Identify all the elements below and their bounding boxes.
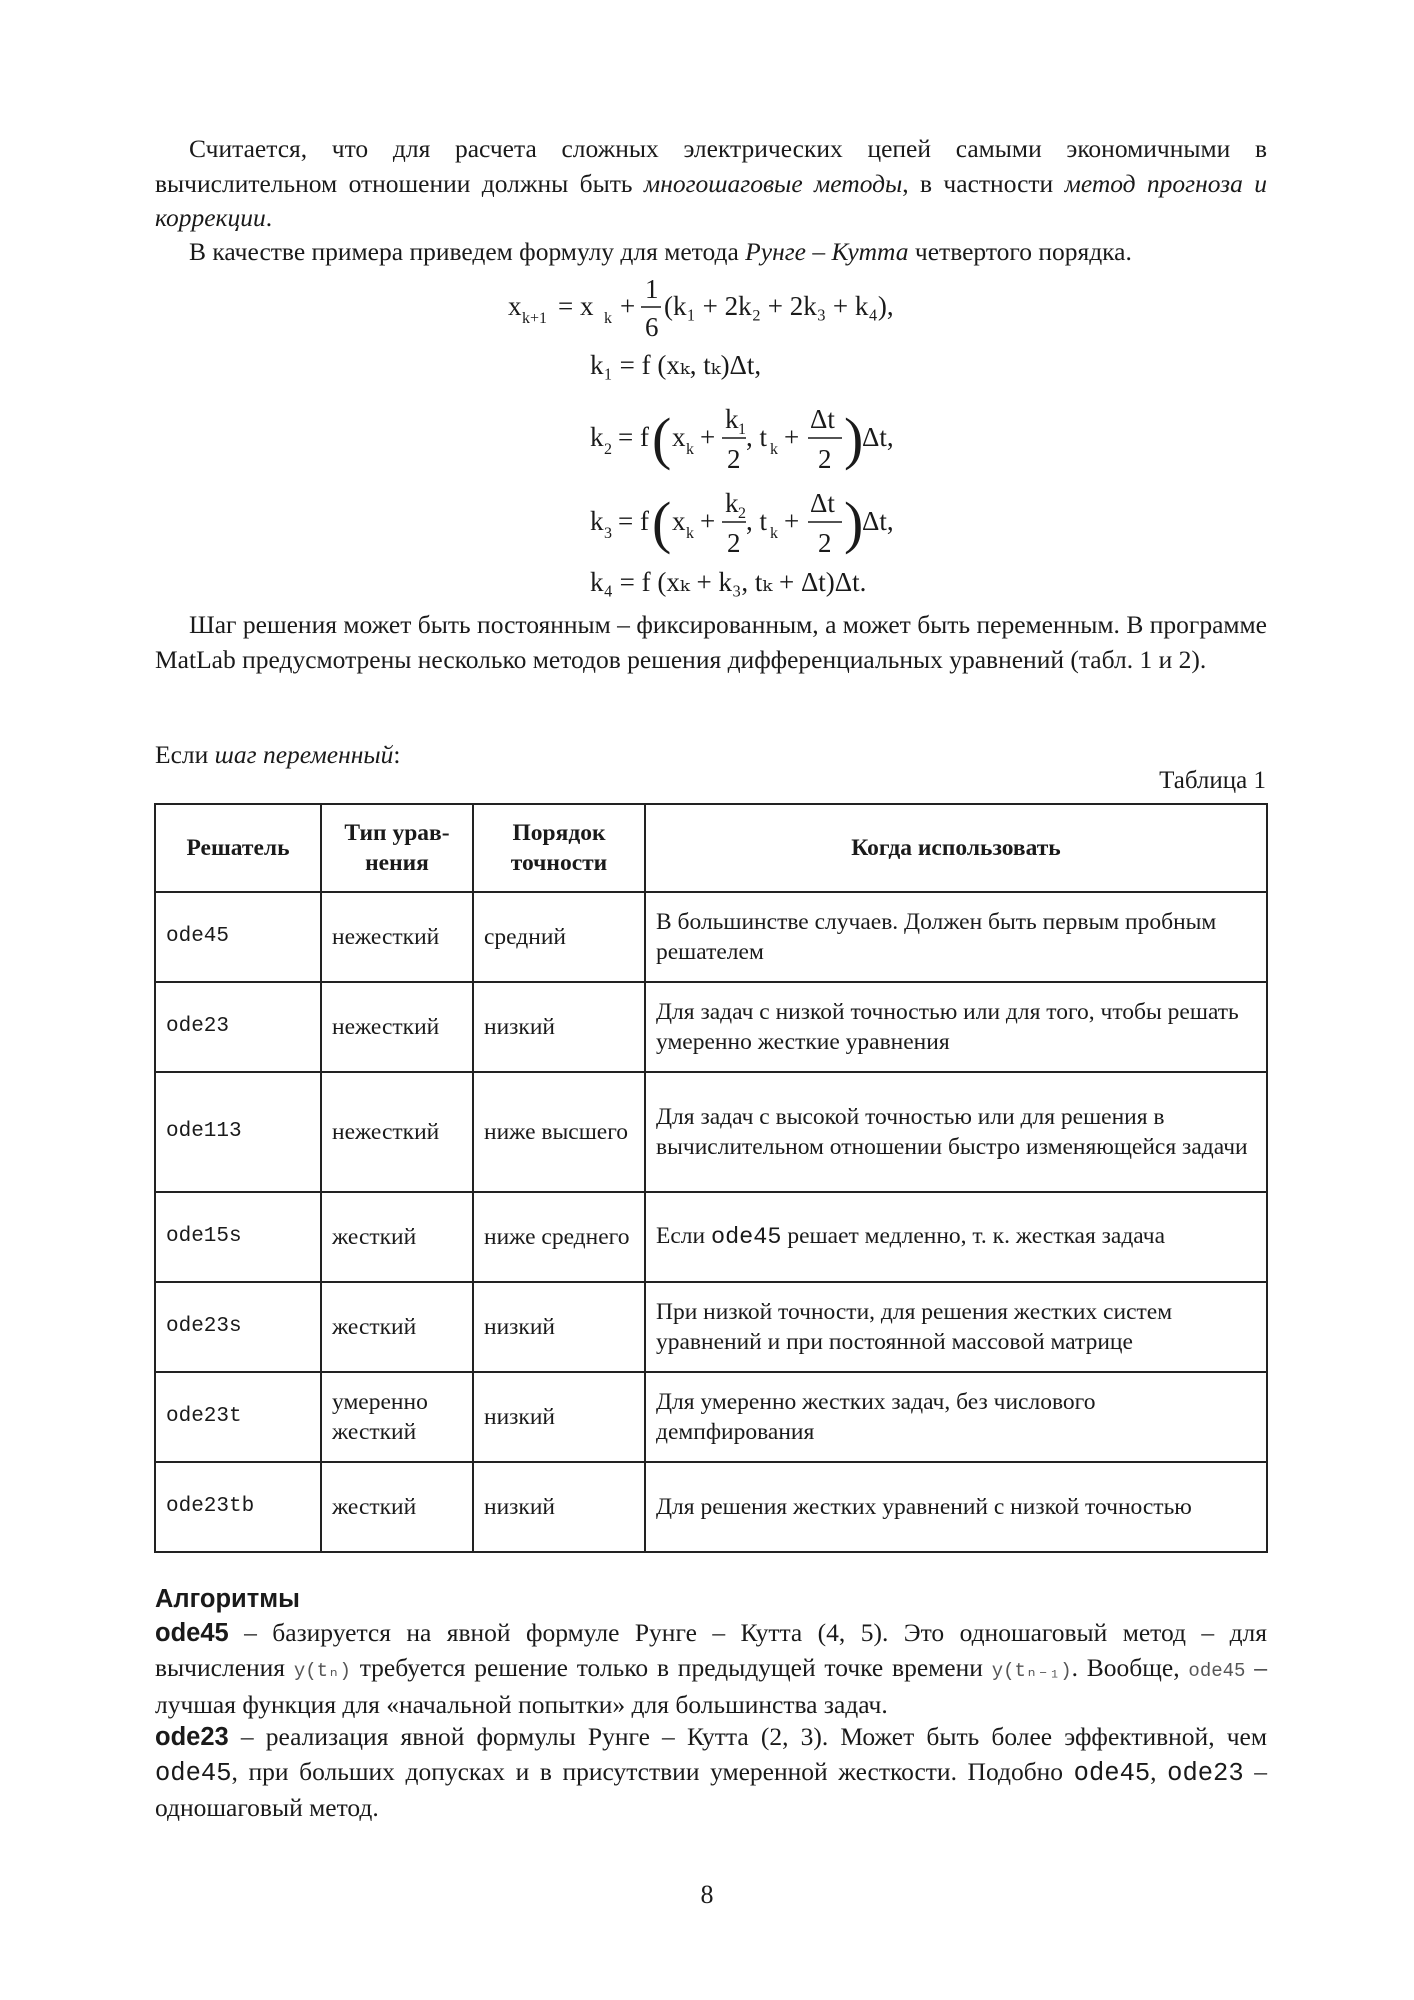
usage-cell: Для умеренно жестких задач, без числового демпфирования — [645, 1372, 1267, 1462]
algorithm-ode45 — [155, 1616, 1267, 1723]
text: Если — [656, 1223, 711, 1249]
usage-cell: При низкой точности, для решения жестких систем уравнений и при постоянной массовой матрице — [645, 1282, 1267, 1372]
formula-sub: k+1 — [522, 310, 548, 327]
formula-sub: 2 — [604, 441, 612, 458]
table-row — [155, 982, 1267, 1072]
formula-sub: k — [770, 525, 778, 542]
algorithms-heading: Алгоритмы — [155, 1585, 300, 1613]
step-paragraph: Шаг решения может быть постоянным – фиксированным, а может быть переменным. В программе MatLab предусмотрены несколько методов решения дифференциальных уравнений (табл. 1 и 2). — [155, 610, 1267, 674]
text-italic: Рунге – Кутта — [745, 237, 909, 266]
type-cell: нежесткий — [321, 982, 473, 1072]
header-type — [321, 804, 473, 892]
formula-part: k — [590, 422, 604, 452]
formula-part: x — [672, 422, 686, 452]
table-header-row — [155, 804, 1267, 892]
solver-table — [154, 803, 1268, 1553]
header-usage — [645, 804, 1267, 892]
header-text: нения — [365, 850, 429, 876]
code-text: y(tₙ) — [293, 1659, 351, 1682]
svg-text:(: ( — [652, 406, 672, 471]
solver-cell: ode45 — [155, 892, 321, 982]
svg-text:): ) — [844, 490, 864, 555]
formula-part: Δt, — [862, 506, 894, 536]
header-text: Когда использовать — [851, 835, 1061, 861]
formula-k3 — [590, 480, 930, 567]
intro-paragraph — [155, 132, 1267, 236]
text: – реализация явной формулы Рунге – Кутта (2, 3). Может быть более эффективной, чем — [228, 1722, 1267, 1751]
text: . — [265, 203, 273, 232]
type-cell: жесткий — [321, 1282, 473, 1372]
svg-text:(: ( — [652, 490, 672, 555]
formula-k4: k₄ = f (xₖ + k₃, tₖ + Δt)Δt. — [590, 567, 867, 597]
header-text: Тип урав- — [344, 820, 450, 846]
text: В качестве примера приведем формулу для метода — [189, 237, 746, 266]
code-text: ode45 — [1073, 1758, 1151, 1788]
usage-cell — [645, 1192, 1267, 1282]
formula-part: + — [784, 422, 800, 452]
header-text: Порядок — [512, 820, 606, 846]
type-cell: нежесткий — [321, 1072, 473, 1192]
formula-part: k — [590, 506, 604, 536]
formula-part: Δt, — [862, 422, 894, 452]
text: требуется решение только в предыдущей точке времени — [350, 1652, 992, 1682]
text: . Вообще, — [1071, 1652, 1189, 1682]
formula-sub: 1 — [738, 421, 746, 438]
formula-part: 2 — [727, 528, 741, 558]
formula-part: + — [700, 422, 716, 452]
code-text: ode23 — [1167, 1758, 1244, 1788]
header-text: Решатель — [186, 835, 290, 861]
algorithm-ode23 — [155, 1720, 1267, 1826]
table-caption: Таблица 1 — [1159, 767, 1266, 794]
formula-k1: k₁ = f (xₖ, tₖ)Δt, — [590, 350, 762, 380]
usage-cell: Для решения жестких уравнений с низкой точностью — [645, 1462, 1267, 1552]
text-italic: метод прогноза и коррекции — [155, 168, 1267, 232]
order-cell: низкий — [473, 982, 645, 1072]
formula-part: + — [700, 506, 716, 536]
table-row — [155, 1372, 1267, 1462]
text: Если — [155, 740, 215, 769]
formula-part: (k₁ + 2k₂ + 2k₃ + k₄), — [664, 291, 894, 321]
table-row — [155, 1192, 1267, 1282]
formula-part: Δt — [810, 404, 835, 434]
formula-part: = f — [618, 506, 649, 536]
formula-part: , t — [746, 422, 768, 452]
formula-part: = x — [558, 291, 594, 321]
formula-sub: k — [770, 441, 778, 458]
text: – базируется на явной формуле Рунге – Кутта (4, 5). Это одношаговый метод – для вычисления — [155, 1618, 1267, 1682]
header-solver — [155, 804, 321, 892]
solver-cell: ode23t — [155, 1372, 321, 1462]
formula-k2 — [590, 396, 930, 483]
table-row — [155, 1072, 1267, 1192]
table-row — [155, 1462, 1267, 1552]
usage-cell: Для задач с высокой точностью или для решения в вычислительном отношении быстро изменяющейся задачи — [645, 1072, 1267, 1192]
example-paragraph — [155, 235, 1267, 270]
table-row — [155, 1282, 1267, 1372]
order-cell: ниже среднего — [473, 1192, 645, 1282]
page-number: 8 — [700, 1880, 714, 1909]
formula-part: + — [784, 506, 800, 536]
code-text: ode45 — [155, 1758, 232, 1788]
order-cell: ниже высшего — [473, 1072, 645, 1192]
solver-cell: ode23 — [155, 982, 321, 1072]
formula-part: k — [725, 488, 739, 518]
order-cell: средний — [473, 892, 645, 982]
svg-text:): ) — [844, 406, 864, 471]
usage-cell: В большинстве случаев. Должен быть первым пробным решателем — [645, 892, 1267, 982]
order-cell: низкий — [473, 1372, 645, 1462]
usage-cell: Для задач с низкой точностью или для того, чтобы решать умеренно жесткие уравнения — [645, 982, 1267, 1072]
text: , при больших допусках и в присутствии умеренной жесткости. Подобно — [231, 1756, 1074, 1786]
type-cell: нежесткий — [321, 892, 473, 982]
type-cell: жесткий — [321, 1192, 473, 1282]
text-italic: шаг переменный — [214, 740, 394, 769]
formula-sub: 3 — [604, 525, 612, 542]
text: , — [1150, 1756, 1168, 1786]
formula-sub: k — [604, 310, 612, 327]
text: : — [393, 740, 401, 769]
formula-sub: k — [686, 441, 694, 458]
formula-part: , t — [746, 506, 768, 536]
formula-part: x — [508, 291, 522, 321]
algorithm-name: ode23 — [155, 1723, 229, 1751]
text: Считается, что для расчета сложных электрических цепей самыми экономичными в вычислительном отношении должны быть — [155, 134, 1267, 198]
code-text: ode45 — [710, 1224, 782, 1251]
type-cell: умеренно жесткий — [321, 1372, 473, 1462]
formula-part: k — [725, 404, 739, 434]
text-italic: многошаговые методы — [643, 168, 903, 198]
table-row — [155, 892, 1267, 982]
formula-part: = f — [618, 422, 649, 452]
formula-part: Δt — [810, 488, 835, 518]
solver-cell: ode23s — [155, 1282, 321, 1372]
formula-sub: k — [686, 525, 694, 542]
code-text: ode45 — [1188, 1659, 1246, 1682]
variable-step-label — [155, 738, 401, 772]
header-order — [473, 804, 645, 892]
solver-cell: ode113 — [155, 1072, 321, 1192]
text: решает медленно, т. к. жесткая задача — [781, 1223, 1166, 1249]
formula-sub: 2 — [738, 505, 746, 522]
formula-part: 1 — [645, 274, 659, 304]
formula-part: x — [672, 506, 686, 536]
formula-xk1 — [508, 268, 928, 345]
formula-part: 2 — [727, 444, 741, 474]
header-text: точности — [510, 850, 608, 876]
order-cell: низкий — [473, 1282, 645, 1372]
formula-part: 2 — [818, 528, 832, 558]
code-text: y(tₙ₋₁) — [991, 1659, 1072, 1682]
solver-cell: ode15s — [155, 1192, 321, 1282]
solver-cell: ode23tb — [155, 1462, 321, 1552]
text: – лучшая функция для «начальной попытки» для большинства задач. — [155, 1652, 1267, 1719]
order-cell: низкий — [473, 1462, 645, 1552]
text: , в частности — [902, 168, 1065, 198]
formula-part: + — [620, 291, 636, 321]
formula-part: 6 — [645, 312, 659, 342]
text: – одношаговый метод. — [155, 1756, 1267, 1822]
formula-part: 2 — [818, 444, 832, 474]
text: четвертого порядка. — [908, 237, 1132, 266]
algorithm-name: ode45 — [155, 1619, 229, 1647]
type-cell: жесткий — [321, 1462, 473, 1552]
